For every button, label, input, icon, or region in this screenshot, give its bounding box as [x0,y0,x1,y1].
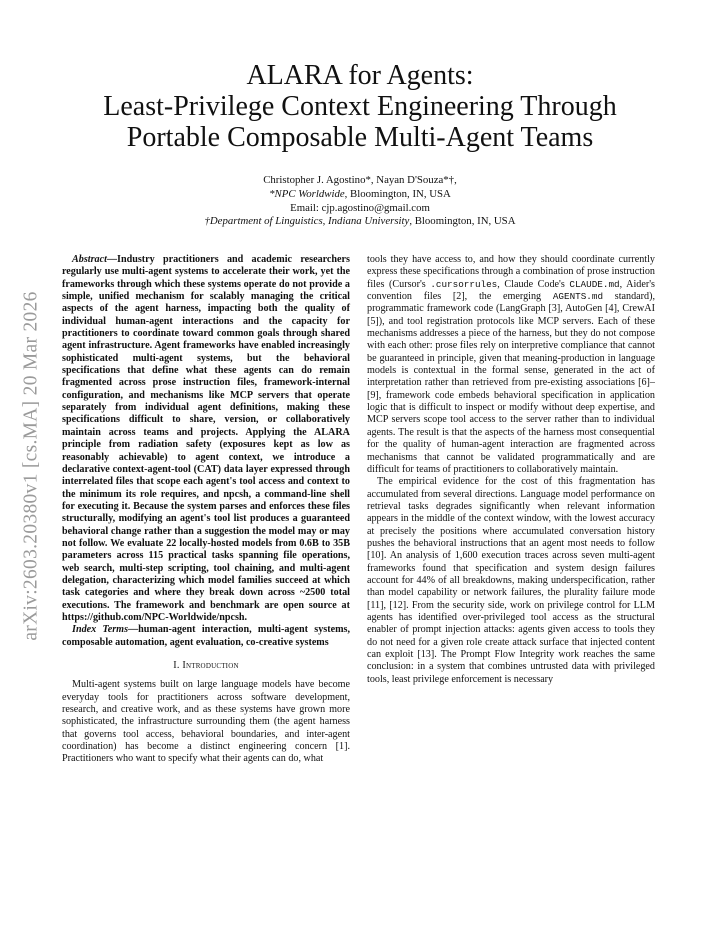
index-terms-lead: Index Terms [72,624,129,636]
abstract-body: —Industry practitioners and academic researchers regularly use multi-agent systems to accelerate their work, yet the frameworks through which these systems operate do not provide a simple, unified mechanism for scalably managing the critical aspects of the agent harness, impacting both the quality of individual human-agent interactions and the capacity for practitioners to coordinate toward common goals through shared agent infrastructure. Agent frameworks have enabled increasingly sophisticated multi-agent systems, but the behavioral specifications that define what these agents can do remain fragmented across prose instruction files, framework-internal configuration, and mechanisms like MCP servers that operate separately from individual agent definitions, making these specifications difficult to share, version, or collaboratively maintain across teams and projects. Applying the ALARA principle from radiation safety (exposures kept as low as reasonably achievable) to agent context, we introduce a declarative context-agent-tool (CAT) data layer expressed through interrelated files that scope each agent's tool access and context to the minimum its role requires, and npcsh, a command-line shell for executing it. Because the system parses and enforces these files structurally, modifying an agent's tool list produces a guaranteed behavioral change rather than a suggestion the model may or may not follow. We evaluate 22 locally-hosted models from 0.6B to 35B parameters across 115 practical tasks spanning file operations, web search, multi-step scripting, tool chaining, and multi-agent delegation, characterizing which model families succeed at which task categories and where they break down across ~2500 total executions. The framework and benchmark are open source at https://github.com/NPC-Worldwide/npcsh. [62,254,350,623]
affiliation-2 [60,215,660,229]
code-claude-md: CLAUDE.md [569,278,620,290]
author-block [60,174,660,229]
intro-paragraph-1-continued [367,254,655,476]
index-terms [62,624,350,649]
title-line-2: Least-Privilege Context Engineering Through [103,91,617,122]
abstract [62,254,350,624]
code-cursorrules: .cursorrules [430,278,498,290]
author-email: Email: cjp.agostino@gmail.com [290,201,430,214]
section-heading-introduction: I. Introduction [173,660,239,671]
arxiv-identifier-text: arXiv:2603.20380v1 [cs.MA] 20 Mar 2026 [21,291,43,641]
affiliation-1-location: , Bloomington, IN, USA [344,187,451,200]
left-column [62,254,350,766]
title-line-1: ALARA for Agents: [246,60,474,91]
affiliation-2-location: , Bloomington, IN, USA [409,215,516,228]
affiliation-1 [60,188,660,202]
right-p1-text-d: standard), programmatic framework code (LangGraph [3], AutoGen [4], CrewAI [5]), and tool registration protocols like MCP servers. Each of these mechanisms addresses a piece of the harness, but they do not compose with each other: prose files rely on interpretive compliance that cannot be guaranteed in principle, given that meaning-production in language models is contextual in the formal sense, generated in the act of interpretation rather than retrieved from pre-existing associations [6]–[9], framework code embeds behavioral specification in application logic that is difficult to inspect or modify without deep expertise, and MCP servers scope tool access to the server rather than to individual agents. The result is that the aspects of the harness most consequential for the quality of human-agent interaction are fragmented across mechanisms that cannot be validated programmatically and are difficult for teams of practitioners to collaboratively maintain. [367,291,655,475]
right-p1-text-b: , Claude Code's [497,278,570,290]
right-p1-text-a: tools they have access to, and how they should coordinate currently express these specifications through a combination of prose instruction files (Cursor's [367,254,655,290]
right-column [367,254,655,686]
right-p1-text-c: , Aider's convention files [2], the emerging [367,278,655,303]
paper-title [60,60,660,153]
intro-paragraph-2: The empirical evidence for the cost of this fragmentation has accumulated from several directions. Language model performance on retrieval tasks degrades significantly when relevant information appears in the middle of the context window, with the lowest accuracy at precisely the positions where accumulated conversation history pushes the behavioral instructions that an agent most needs to follow [10]. An analysis of 1,600 execution traces across seven multi-agent frameworks found that specification and system design failures account for 44% of all breakdowns, making underspecification, rather than model capability or network failures, the plurality failure mode [11], [12]. From the security side, work on privilege control for LLM agents has identified over-privileged tool access as the structural enabler of prompt injection attacks: agents given access to tools they do not need for a given role create attack surface that injected content can exploit [13]. The Prompt Flow Integrity work reaches the same conclusion: in a system that combines untrusted data with privileged tools, least privilege enforcement is necessary [367,476,655,685]
abstract-lead: Abstract [72,254,107,265]
author-names: Christopher J. Agostino*, Nayan D'Souza*†, [263,174,457,186]
title-line-3: Portable Composable Multi-Agent Teams [126,122,594,153]
intro-paragraph-1: Multi-agent systems built on large language models have become everyday tools for practitioners across software development, research, and creative work, and as these systems have grown more sophisticated, the infrastructure surrounding them (the agent harness that governs tool access, behavioral boundaries, and inter-agent coordination) has become a distinct engineering concern [1]. Practitioners who want to specify what their agents can do, what [62,679,350,765]
affiliation-1-org: *NPC Worldwide [269,187,345,200]
code-agents-md: AGENTS.md [552,291,604,303]
affiliation-2-org: †Department of Linguistics, Indiana University [204,215,410,228]
arxiv-identifier-stamp [22,256,42,676]
index-terms-body: —human-agent interaction, multi-agent systems, composable automation, agent evaluation, co-creative systems [62,624,350,648]
